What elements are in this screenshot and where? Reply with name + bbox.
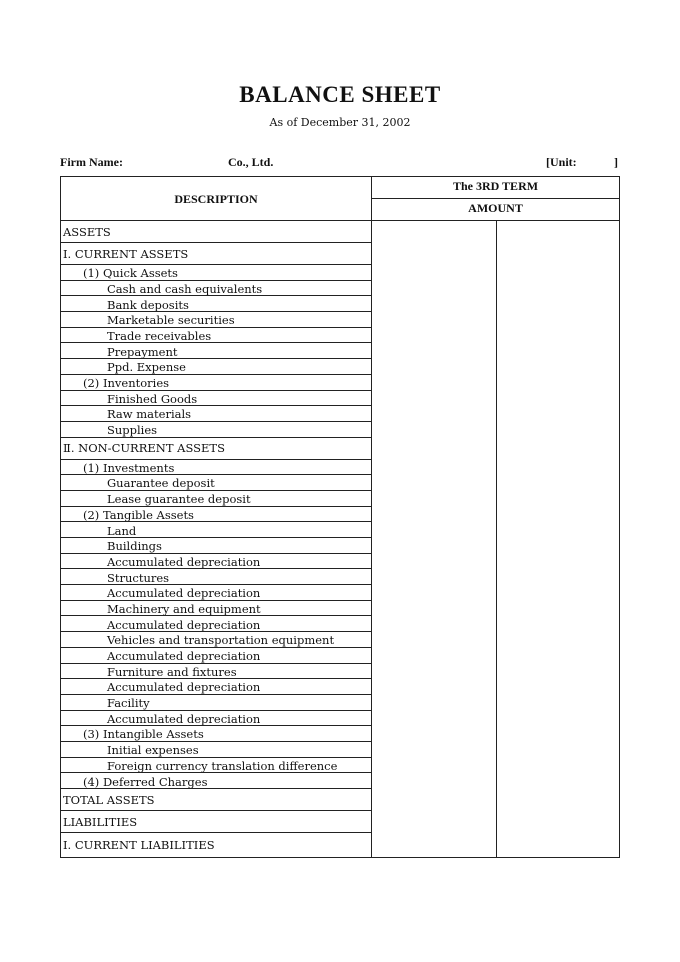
unit-label: [Unit:	[546, 155, 577, 169]
table-row	[61, 422, 371, 438]
table-row	[61, 438, 371, 460]
row-label: (1) Quick Assets	[83, 266, 178, 281]
row-label: (3) Intangible Assets	[83, 727, 204, 742]
row-label: (2) Inventories	[83, 376, 170, 390]
amount-header: AMOUNT	[468, 201, 523, 215]
table-row	[61, 243, 371, 265]
firm-name-label: Firm Name:	[60, 155, 123, 169]
row-label: Machinery and equipment	[107, 601, 261, 616]
row-label: Finished Goods	[107, 391, 198, 406]
table-row	[61, 632, 371, 648]
table-row	[61, 475, 371, 491]
row-label: Ⅰ. CURRENT ASSETS	[63, 246, 189, 261]
row-label: (1) Investments	[83, 460, 175, 475]
table-row	[61, 601, 371, 617]
row-label: Lease guarantee deposit	[107, 492, 251, 507]
table-row	[61, 406, 371, 422]
row-label: TOTAL ASSETS	[63, 792, 155, 807]
table-row	[61, 664, 371, 680]
table-row	[61, 789, 371, 811]
row-label: Ppd. Expense	[107, 360, 186, 375]
table-row	[61, 522, 371, 538]
table-row	[61, 343, 371, 359]
table-row	[61, 507, 371, 523]
row-label: Furniture and fixtures	[107, 664, 237, 679]
row-label: Cash and cash equivalents	[107, 281, 263, 296]
row-label: Buildings	[107, 539, 162, 554]
table-row	[61, 695, 371, 711]
row-label: Trade receivables	[107, 328, 212, 343]
description-header: DESCRIPTION	[174, 192, 258, 206]
company-suffix: Co., Ltd.	[228, 155, 274, 169]
row-label: Prepayment	[107, 344, 178, 359]
table-row	[61, 554, 371, 570]
document-date: As of December 31, 2002	[269, 116, 411, 129]
row-label: Accumulated depreciation	[107, 680, 261, 695]
table-row	[61, 359, 371, 375]
row-label: (2) Tangible Assets	[83, 507, 194, 522]
row-label: Foreign currency translation difference	[107, 758, 338, 773]
row-label: Ⅰ. CURRENT LIABILITIES	[63, 837, 215, 852]
table-row	[61, 569, 371, 585]
row-label: Accumulated depreciation	[107, 711, 261, 726]
table-row	[61, 221, 371, 243]
row-label: (4) Deferred Charges	[83, 774, 208, 789]
column-divider-amount	[496, 221, 497, 857]
row-label: Ⅱ. NON-CURRENT ASSETS	[63, 441, 225, 456]
description-rows	[61, 221, 371, 855]
table-row	[61, 312, 371, 328]
table-row	[61, 758, 371, 774]
term-header: The 3RD TERM	[452, 179, 539, 193]
row-label: LIABILITIES	[63, 814, 138, 829]
unit-close: ]	[614, 155, 618, 169]
table-row	[61, 265, 371, 281]
column-divider-description	[371, 177, 372, 857]
table-row	[61, 811, 371, 833]
header-divider-term	[371, 198, 620, 199]
table-row	[61, 711, 371, 727]
row-label: Supplies	[107, 423, 158, 438]
table-row	[61, 648, 371, 664]
row-label: Guarantee deposit	[107, 476, 215, 491]
table-row	[61, 296, 371, 312]
row-label: Accumulated depreciation	[107, 617, 261, 632]
balance-sheet-table	[60, 176, 620, 858]
table-row	[61, 538, 371, 554]
table-row	[61, 585, 371, 601]
table-row	[61, 391, 371, 407]
table-row	[61, 726, 371, 742]
table-row	[61, 375, 371, 391]
row-label: Vehicles and transportation equipment	[107, 633, 335, 648]
row-label: Bank deposits	[107, 297, 189, 312]
row-label: Structures	[107, 570, 170, 585]
row-label: Land	[107, 523, 137, 538]
table-row	[61, 773, 371, 789]
table-row	[61, 281, 371, 297]
table-row	[61, 491, 371, 507]
table-row	[61, 460, 371, 476]
table-row	[61, 328, 371, 344]
table-row	[61, 833, 371, 855]
row-label: Accumulated depreciation	[107, 649, 261, 663]
table-row	[61, 742, 371, 758]
row-label: ASSETS	[63, 224, 111, 239]
table-row	[61, 616, 371, 632]
document-title: BALANCE SHEET	[239, 82, 441, 107]
row-label: Accumulated depreciation	[107, 554, 261, 569]
row-label: Initial expenses	[107, 743, 199, 758]
row-label: Accumulated depreciation	[107, 586, 261, 601]
row-label: Raw materials	[107, 407, 192, 422]
table-row	[61, 679, 371, 695]
row-label: Facility	[107, 696, 150, 711]
row-label: Marketable securities	[107, 313, 235, 328]
